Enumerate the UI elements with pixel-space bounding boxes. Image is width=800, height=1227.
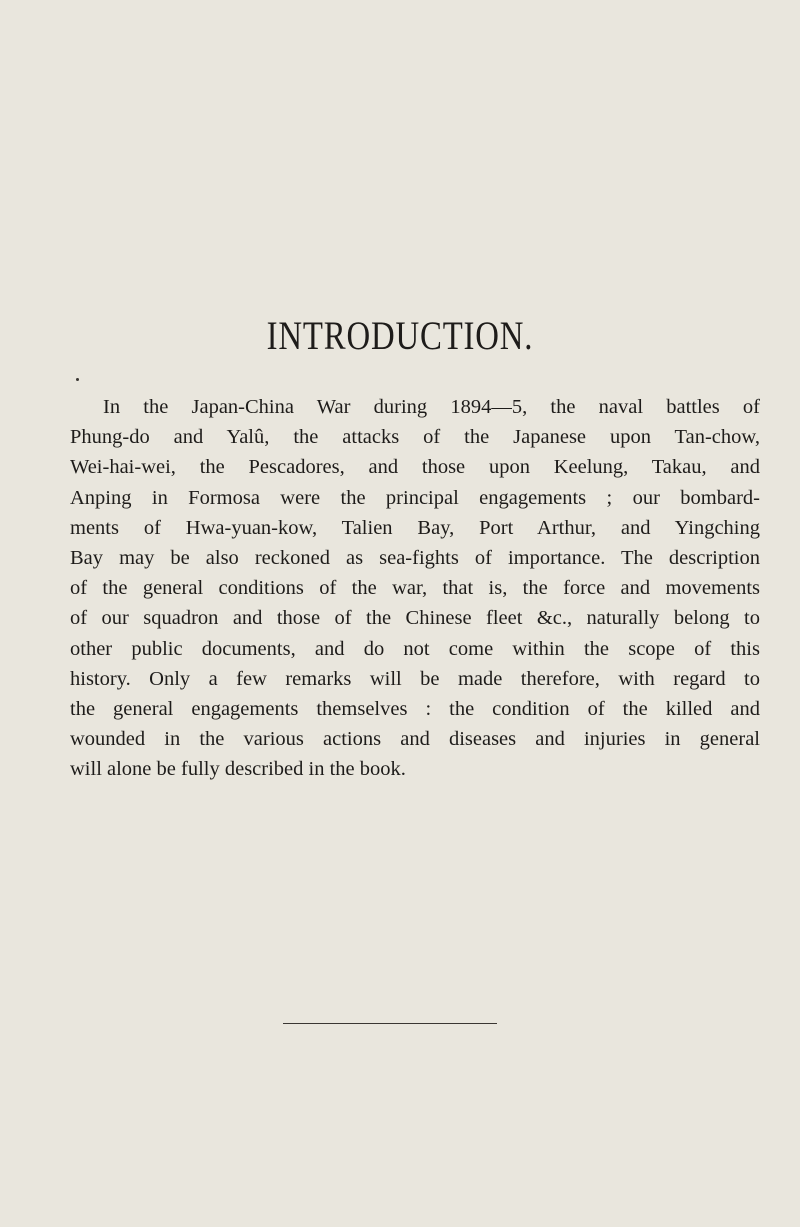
paragraph-line: Wei-hai-wei, the Pescadores, and those upon Keelung, Takau, and [70,456,760,479]
introduction-paragraph [70,392,760,785]
paragraph-line: wounded in the various actions and diseases and injuries in general [70,728,760,751]
page-title: INTRODUCTION. [266,313,534,358]
paragraph-line: of the general conditions of the war, that is, the force and movements [70,577,760,600]
section-divider [283,1023,497,1024]
paragraph-line: Phung-do and Yalû, the attacks of the Japanese upon Tan-chow, [70,426,760,449]
paragraph-line: will alone be fully described in the book. [70,758,406,781]
paragraph-line: Anping in Formosa were the principal engagements ; our bombard- [70,486,760,509]
paragraph-line: the general engagements themselves : the condition of the killed and [70,698,760,721]
ink-speck [76,378,79,381]
paragraph-line: other public documents, and do not come within the scope of this [70,637,760,660]
paragraph-line: Bay may be also reckoned as sea-fights of importance. The description [70,547,760,570]
paragraph-line: of our squadron and those of the Chinese fleet &c., naturally belong to [70,607,760,630]
paragraph-line: ments of Hwa-yuan-kow, Talien Bay, Port Arthur, and Yingching [70,516,760,539]
paragraph-line: In the Japan-China War during 1894—5, the naval battles of [103,396,760,418]
paragraph-line: history. Only a few remarks will be made therefore, with regard to [70,667,760,690]
